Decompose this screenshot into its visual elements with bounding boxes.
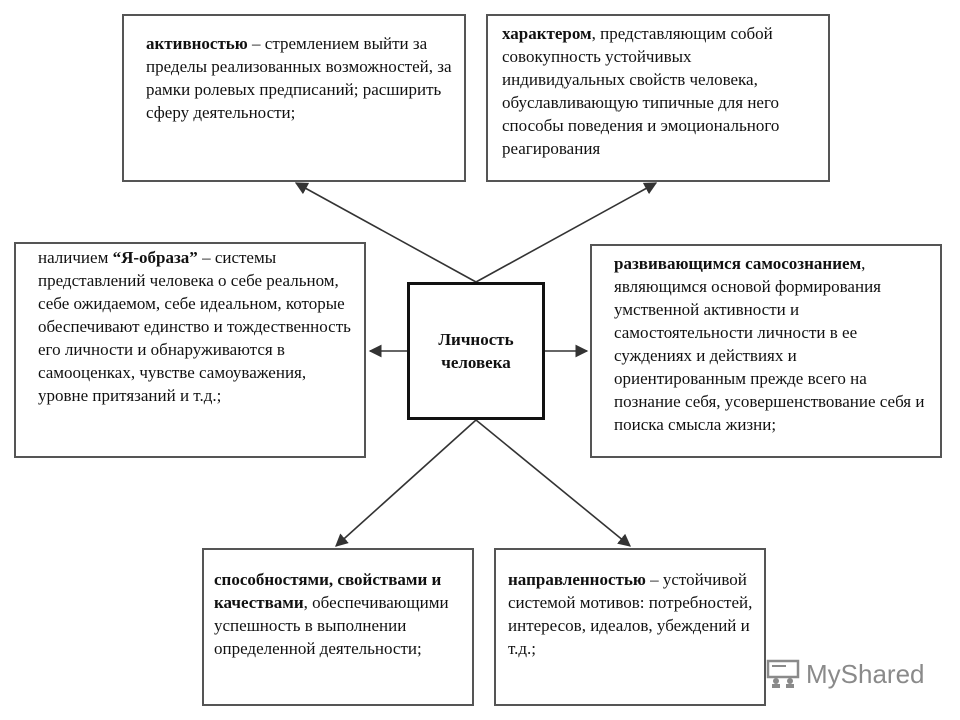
center-label	[438, 328, 513, 374]
term-abilities: способностями, свойствами и качествами	[214, 570, 442, 612]
block-self-awareness-text	[614, 252, 932, 436]
block-character	[486, 14, 830, 182]
block-self-awareness	[590, 244, 942, 458]
definition-self-awareness: , являющимся основой формирования умственной активности и самостоятельности личности в ее суждениях и действиях и ориентированным прежде всего на познание себя, усовершенствование себя и поиска смысла жизни;	[614, 254, 925, 434]
block-self-image-text	[38, 246, 356, 407]
term-activity: активностью	[146, 34, 248, 53]
block-activity-text	[146, 32, 454, 124]
block-orientation-text	[508, 568, 756, 660]
definition-self-image: – системы представлений человека о себе реальном, себе ожидаемом, себе идеальном, которые обеспечивают единство и тождественность его личности и обнаруживаются в самооценках, чувстве самоуважения, уровне притязаний и т.д.;	[38, 248, 351, 405]
term-orientation: направленностью	[508, 570, 646, 589]
block-orientation	[494, 548, 766, 706]
block-self-image	[14, 242, 366, 458]
definition-orientation: – устойчивой системой мотивов: потребностей, интересов, идеалов, убеждений и т.д.;	[508, 570, 753, 658]
block-abilities	[202, 548, 474, 706]
myshared-watermark	[766, 654, 925, 694]
definition-character: , представляющим собой совокупность устойчивых индивидуальных свойств человека, обуславливающую типичные для него способы поведения и эмоционального реагирования	[502, 24, 780, 158]
classroom-icon	[766, 659, 800, 689]
definition-abilities: , обеспечивающими успешность в выполнении определенной деятельности;	[214, 593, 449, 658]
block-character-text	[502, 22, 818, 160]
term-character: характером	[502, 24, 592, 43]
block-activity	[122, 14, 466, 182]
term-self-image: “Я-образа”	[112, 248, 198, 267]
term-self-awareness: развивающимся самосознанием	[614, 254, 862, 273]
watermark-text: MyShared	[806, 658, 925, 689]
center-node-personality	[407, 282, 545, 420]
center-label-line-2: человека	[441, 353, 511, 372]
block-abilities-text	[214, 568, 464, 660]
prefix-self-image: наличием	[38, 248, 113, 267]
center-label-line-1: Личность	[438, 330, 514, 349]
definition-activity: – стремлением выйти за пределы реализованных возможностей, за рамки ролевых предписаний; расширить сферу деятельности;	[146, 34, 452, 122]
